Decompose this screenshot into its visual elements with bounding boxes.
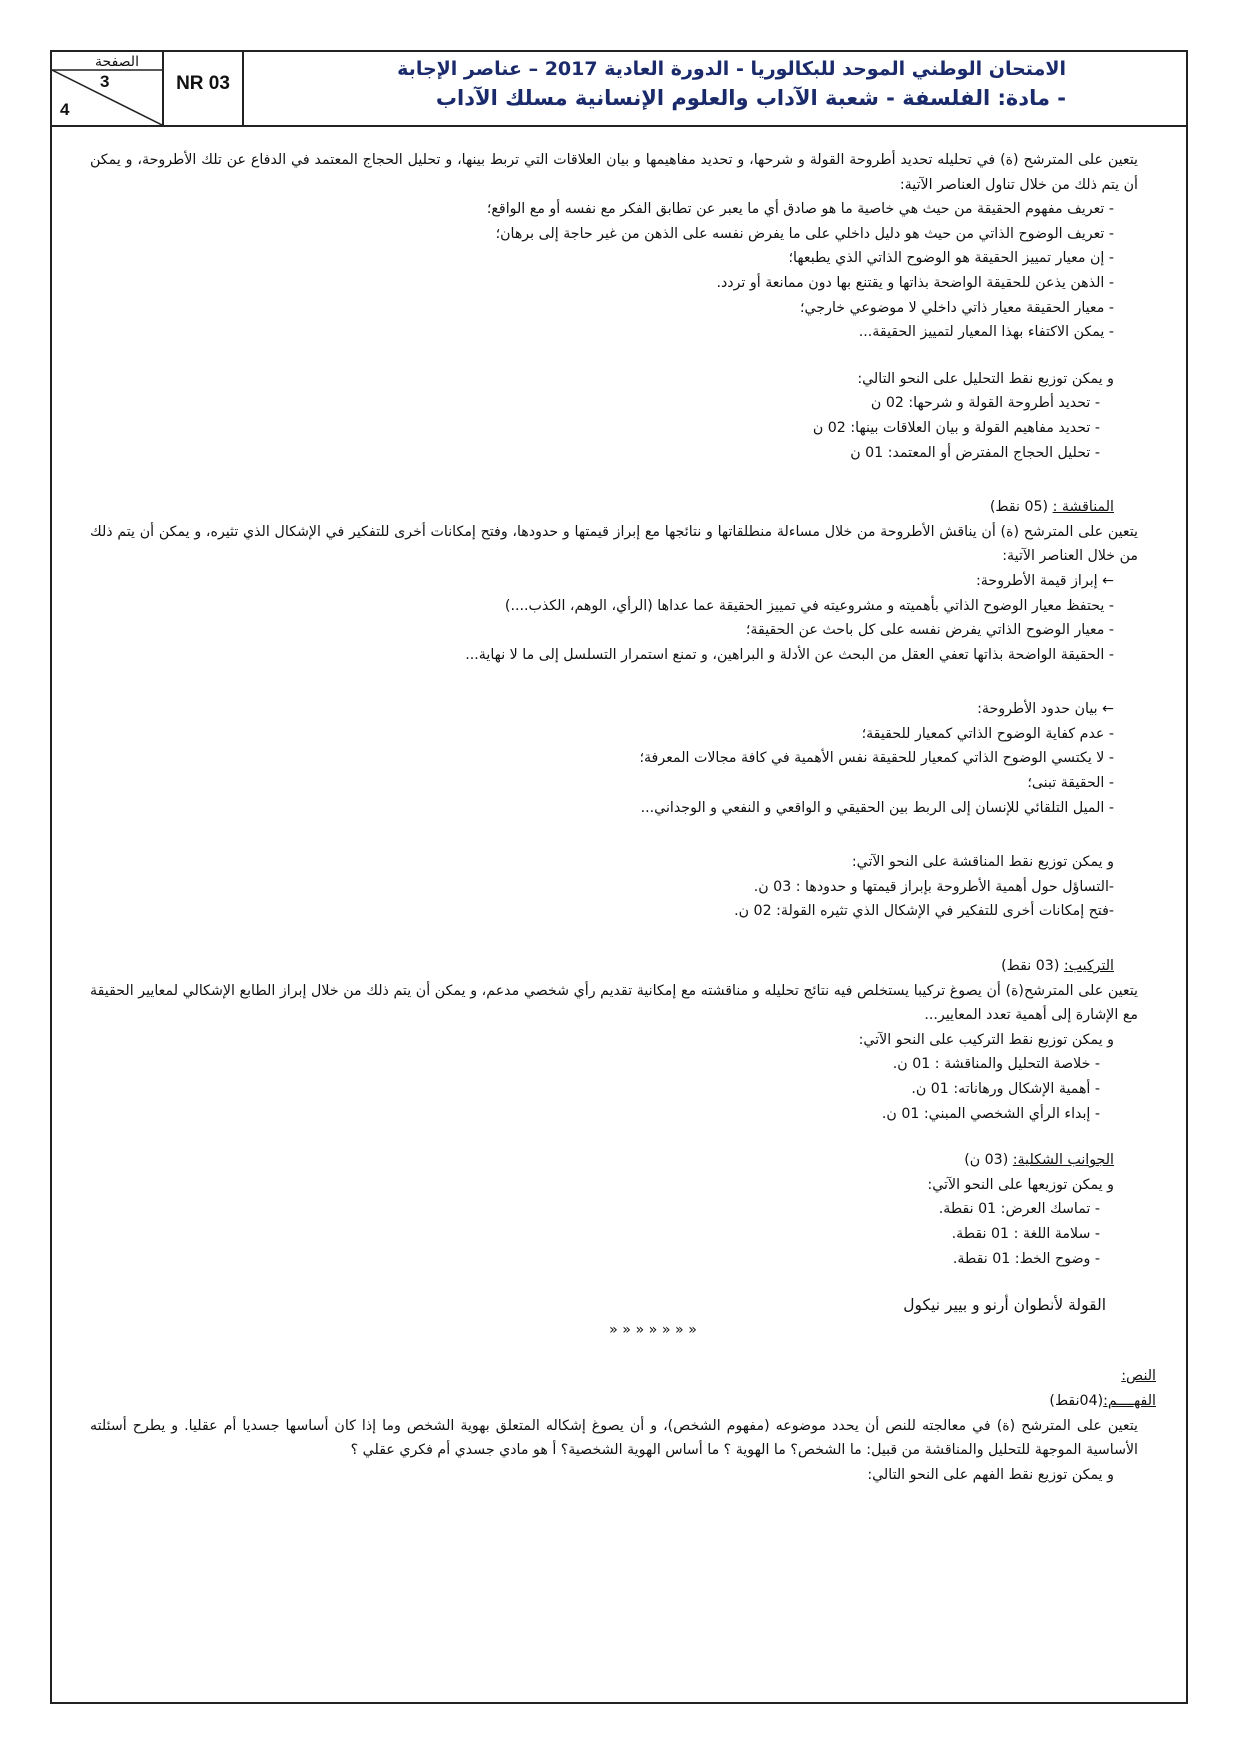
formal-distribution-item: - سلامة اللغة : 01 نقطة. [951, 1225, 1100, 1242]
limits-item: - الميل التلقائي للإنسان إلى الربط بين الحقيقي و الواقعي و النفعي و الوجداني... [640, 799, 1114, 816]
limits-heading: ← بيان حدود الأطروحة: [977, 701, 1114, 718]
analysis-distribution-item: - تحديد أطروحة القولة و شرحها: 02 ن [870, 395, 1100, 412]
analysis-distribution-item: - تحديد مفاهيم القولة و بيان العلاقات بينها: 02 ن [812, 419, 1100, 436]
limits-item: - الحقيقة تبنى؛ [1027, 775, 1114, 792]
formal-points: (03 ن) [964, 1152, 1009, 1169]
analysis-distribution-intro: و يمكن توزيع نقط التحليل على النحو التالي: [857, 370, 1114, 387]
formal-distribution-item: - وضوح الخط: 01 نقطة. [952, 1250, 1100, 1267]
section-separator: « « « « « « « [609, 1321, 697, 1338]
formal-heading-line [90, 1148, 1156, 1173]
exam-title [242, 52, 1186, 125]
page-header [52, 52, 1186, 127]
limits-item: - عدم كفاية الوضوح الذاتي كمعيار للحقيقة؛ [861, 725, 1114, 742]
discussion-distribution-item: -فتح إمكانات أخرى للتفكير في الإشكال الذي تثيره القولة: 02 ن. [734, 903, 1114, 920]
analysis-intro: يتعين على المترشح (ة) في تحليله تحديد أطروحة القولة و شرحها، و تحديد مفاهيمها و بيان العلاقات التي تربط بينها، و تحليل الحجاج المعتمد في الدفاع عن تلك الأطروحة، و يمكن أن يتم ذلك من خلال تناول العناصر الآتية: [90, 152, 1138, 193]
comprehension-heading-line [90, 1389, 1156, 1414]
title-line-1: الامتحان الوطني الموحد للبكالوريا - الدورة العادية 2017 – عناصر الإجابة [397, 58, 1066, 80]
synthesis-distribution-item: - إبداء الرأي الشخصي المبني: 01 ن. [881, 1105, 1100, 1122]
value-item: - يحتفظ معيار الوضوح الذاتي بأهميته و مشروعيته في تمييز الحقيقة عما عداها (الرأي، الوهم، الكذب....) [504, 597, 1114, 614]
formal-distribution-item: - تماسك العرض: 01 نقطة. [938, 1201, 1100, 1218]
comprehension-distribution-intro: و يمكن توزيع نقط الفهم على النحو التالي: [867, 1466, 1114, 1483]
exam-page [50, 50, 1188, 1704]
value-item: - معيار الوضوح الذاتي يفرض نفسه على كل باحث عن الحقيقة؛ [745, 622, 1114, 639]
synthesis-intro: يتعين على المترشح(ة) أن يصوغ تركيبا يستخلص فيه نتائج تحليله و مناقشته مع إمكانية تقديم رأي شخصي مدعم، و يمكن أن يتم ذلك من خلال إبراز الطابع الإشكالي لمعايير الحقيقة مع الإشارة إلى أهمية تعدد المعايير... [90, 982, 1138, 1024]
synthesis-distribution-item: - خلاصة التحليل والمناقشة : 01 ن. [892, 1056, 1100, 1073]
analysis-item: - الذهن يذعن للحقيقة الواضحة بذاتها و يقتنع بها دون ممانعة أو تردد. [716, 274, 1114, 291]
synthesis-heading: التركيب: [1063, 958, 1114, 975]
discussion-distribution-item: -التساؤل حول أهمية الأطروحة بإبراز قيمتها و حدودها : 03 ن. [753, 878, 1114, 895]
page-label: الصفحة [95, 54, 139, 70]
answer-key-body [90, 148, 1156, 1487]
quote-author: القولة لأنطوان أرنو و بيير نيكول [903, 1296, 1106, 1315]
analysis-item: - يمكن الاكتفاء بهذا المعيار لتمييز الحقيقة... [858, 324, 1114, 341]
synthesis-heading-line [90, 954, 1156, 979]
discussion-distribution-intro: و يمكن توزيع نقط المناقشة على النحو الآتي: [851, 854, 1114, 871]
exam-code: NR 03 [162, 52, 242, 125]
discussion-points: (05 نقط) [989, 499, 1049, 516]
title-line-2: - مادة: الفلسفة - شعبة الآداب والعلوم الإنسانية مسلك الآداب [435, 86, 1066, 110]
page-number-box [52, 52, 162, 125]
analysis-distribution-item: - تحليل الحجاج المفترض أو المعتمد: 01 ن [850, 444, 1100, 461]
analysis-item: - تعريف الوضوح الذاتي من حيث هو دليل داخلي على ما يفرض نفسه على الذهن من غير حاجة إلى برهان؛ [495, 225, 1114, 242]
page-total: 4 [60, 100, 70, 119]
analysis-item: - إن معيار تمييز الحقيقة هو الوضوح الذاتي الذي يطبعها؛ [788, 250, 1114, 267]
analysis-item: - تعريف مفهوم الحقيقة من حيث هي خاصية ما هو صادق أي ما يعبر عن تطابق الفكر مع نفسه أو مع الواقع؛ [486, 201, 1114, 218]
synthesis-points: (03 نقط) [1001, 958, 1060, 975]
value-item: - الحقيقة الواضحة بذاتها تعفي العقل من البحث عن الأدلة و البراهين، و تمنع استمرار التسلسل إلى ما لا نهاية... [465, 646, 1114, 663]
comprehension-heading: الفهــــم: [1103, 1392, 1156, 1409]
formal-heading: الجوانب الشكلية: [1012, 1152, 1114, 1169]
discussion-heading-line [90, 495, 1156, 520]
discussion-intro: يتعين على المترشح (ة) أن يناقش الأطروحة من خلال مساءلة منطلقاتها و نتائجها مع إبراز قيمتها و حدودها، وفتح إمكانات أخرى للتفكير في الإشكال الذي تثيره، و يمكن أن يتم ذلك من خلال العناصر الآتية: [90, 523, 1138, 565]
limits-item: - لا يكتسي الوضوح الذاتي كمعيار للحقيقة نفس الأهمية في كافة مجالات المعرفة؛ [639, 750, 1114, 767]
synthesis-distribution-item: - أهمية الإشكال ورهاناته: 01 ن. [911, 1081, 1100, 1097]
discussion-heading: المناقشة : [1052, 499, 1114, 516]
page-number: 3 [100, 72, 110, 91]
synthesis-distribution-intro: و يمكن توزيع نقط التركيب على النحو الآتي: [858, 1031, 1114, 1048]
formal-distribution-intro: و يمكن توزيعها على النحو الآتي: [927, 1176, 1114, 1193]
value-heading: ← إبراز قيمة الأطروحة: [976, 572, 1114, 589]
analysis-item: - معيار الحقيقة معيار ذاتي داخلي لا موضوعي خارجي؛ [800, 299, 1114, 316]
comprehension-points: (04نقط) [1049, 1392, 1104, 1409]
comprehension-intro: يتعين على المترشح (ة) في معالجته للنص أن يحدد موضوعه (مفهوم الشخص)، و أن يصوغ إشكاله المتعلق بهوية الشخص وما إذا كان أساسها جسديا أم عقليا. و يطرح أسئلته الأساسية الموجهة للتحليل والمناقشة من قبيل: ما الشخص؟ ما الهوية ؟ ما أساس الهوية الشخصية؟ أ هو مادي جسدي أم فكري عقلي ؟ [90, 1417, 1138, 1459]
text-heading: النص: [1121, 1368, 1156, 1385]
